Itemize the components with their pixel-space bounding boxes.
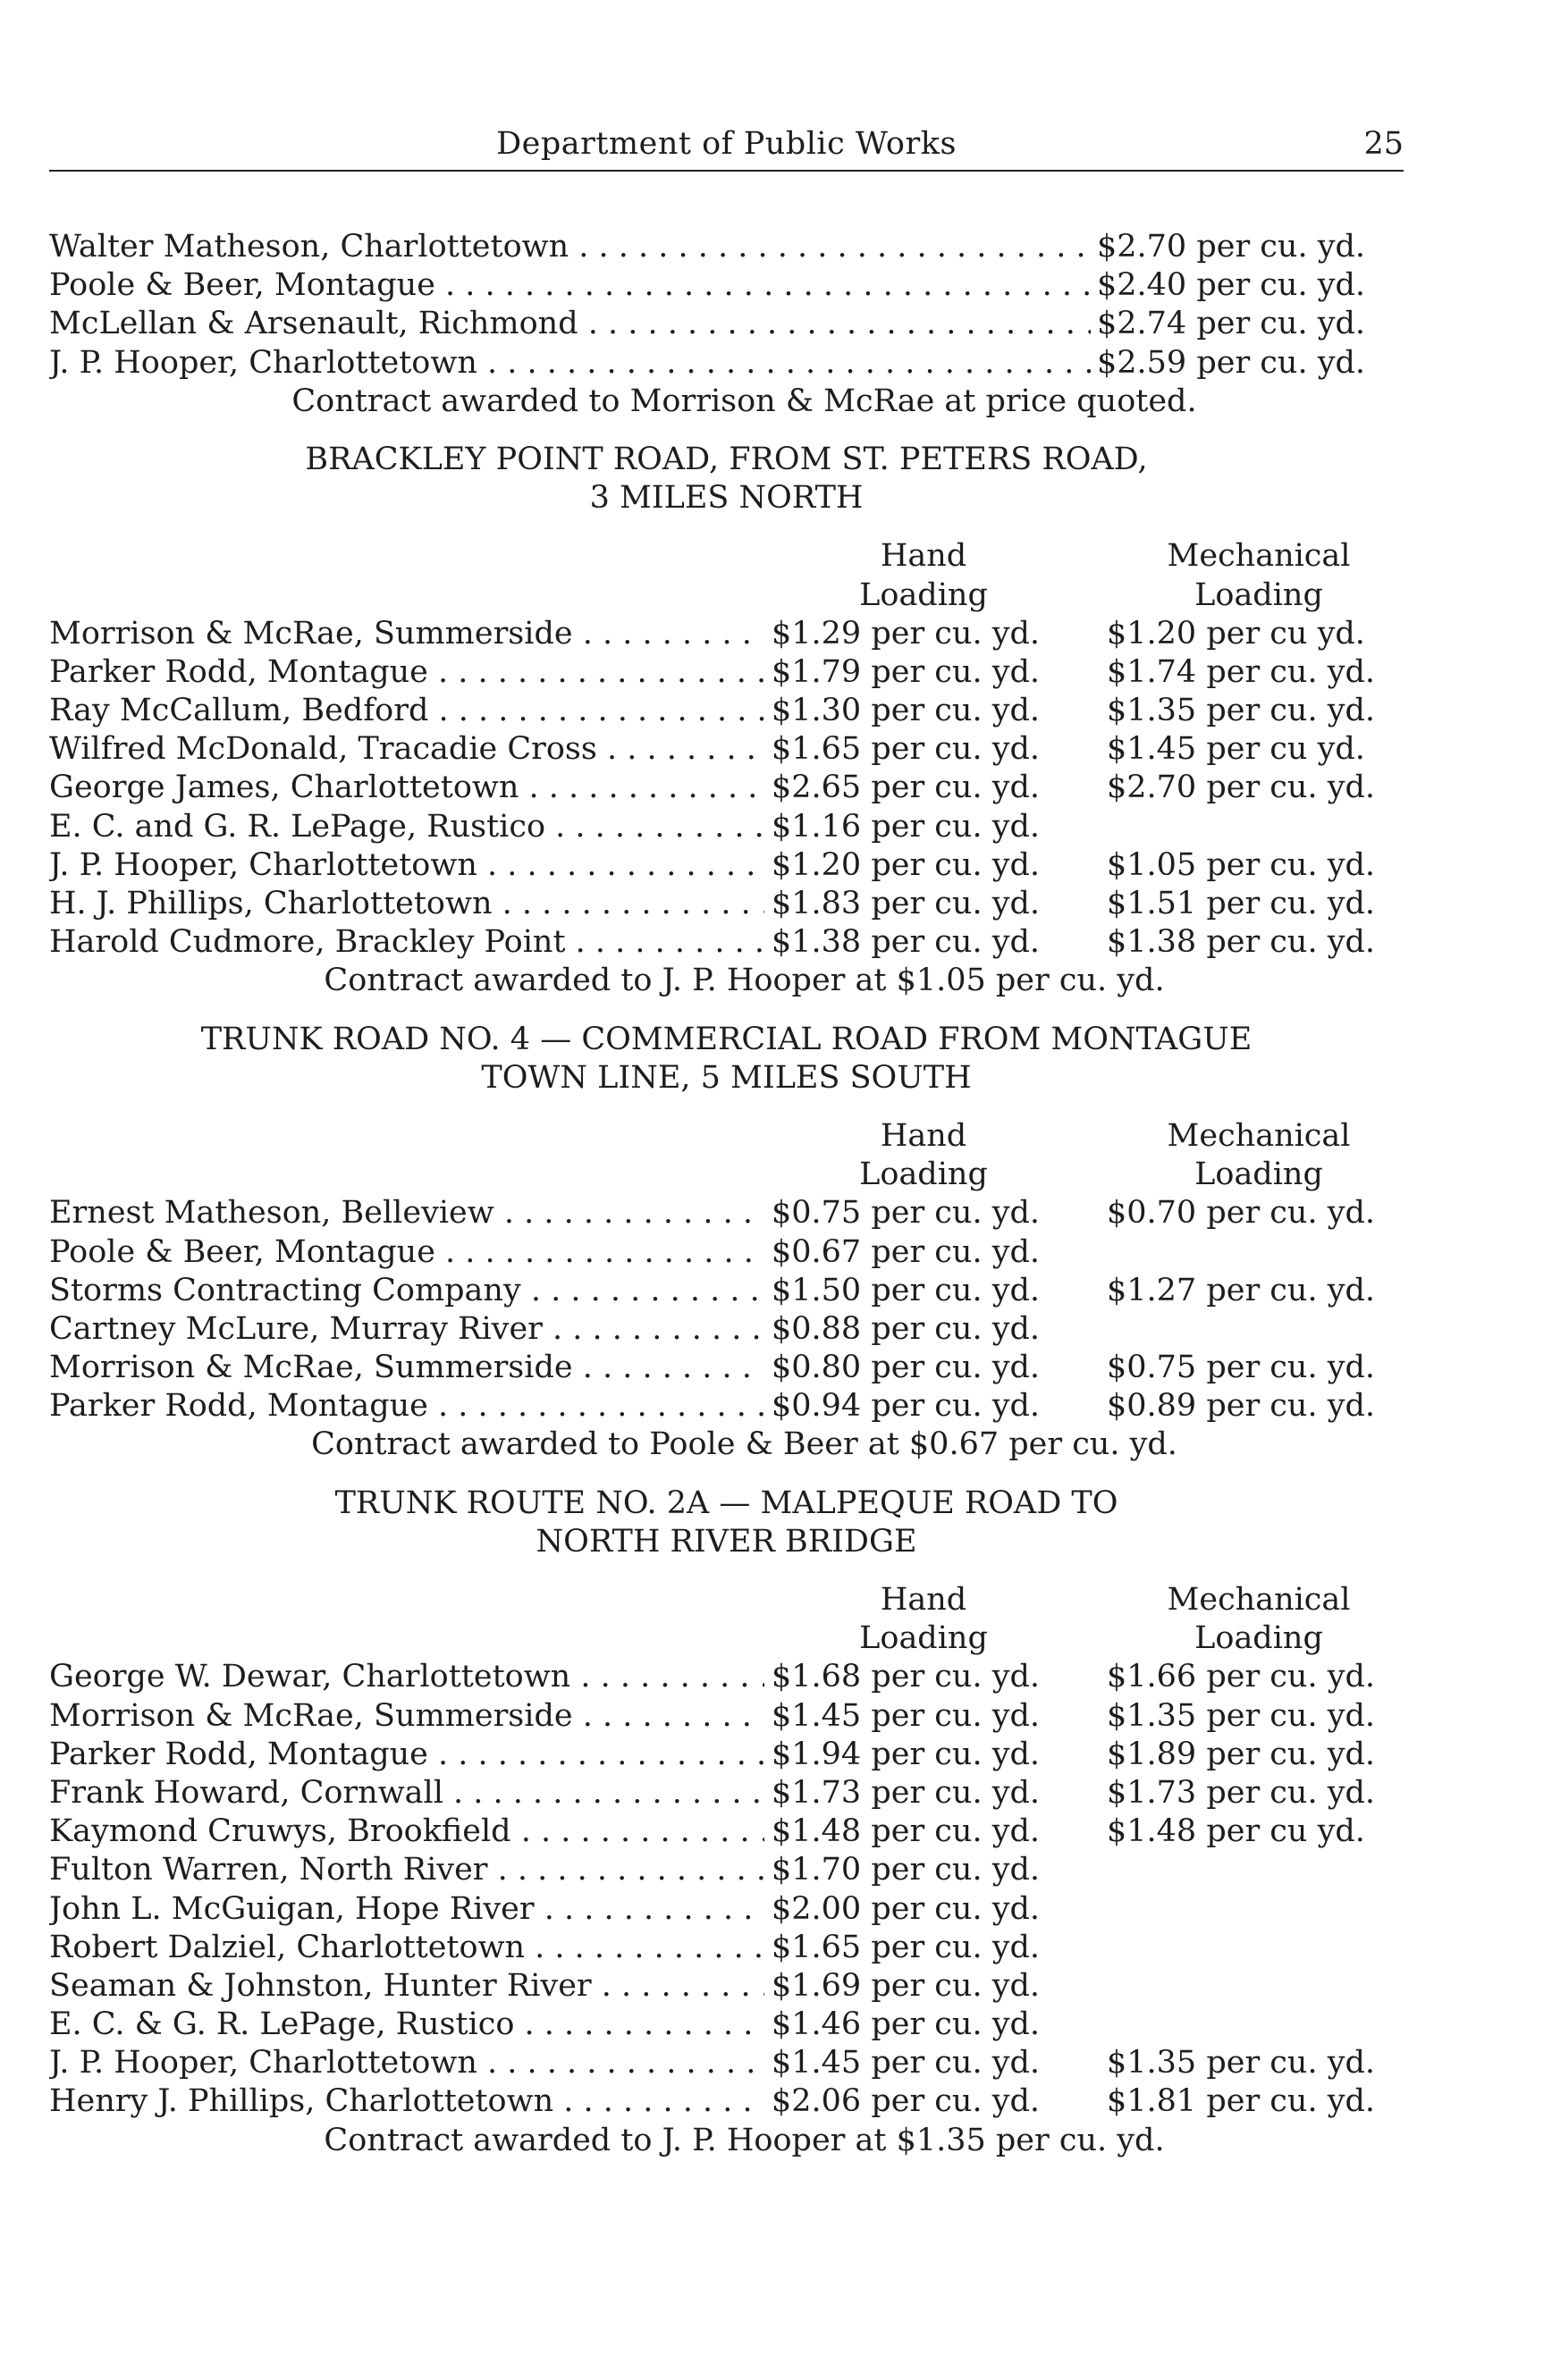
column-header-row [49, 1581, 1404, 1619]
mechanical-loading-price: $1.05 per cu. yd. [1107, 846, 1375, 883]
hand-loading-price: $1.65 per cu. yd. [772, 1929, 1040, 1965]
hand-loading-price: $1.48 per cu. yd. [772, 1813, 1040, 1850]
tender-row [49, 1658, 1404, 1696]
mechanical-loading-price: $2.70 per cu. yd. [1107, 770, 1375, 806]
tenderer-name: J. P. Hooper, Charlottetown . . . [49, 344, 1091, 383]
hand-loading-price: $2.65 per cu. yd. [772, 770, 1040, 806]
mechanical-loading-header: Loading [1194, 1620, 1323, 1657]
hand-loading-price: $1.69 per cu. yd. [772, 1967, 1040, 2004]
tender-row [49, 808, 1404, 846]
tenderer-name: Walter Matheson, Charlottetown . . . [49, 228, 1091, 266]
tender-row [49, 923, 1404, 962]
tender-row [49, 1736, 1404, 1774]
tenderer-name: Wilfred McDonald, Tracadie Cross . . . [49, 730, 764, 769]
column-header-row [49, 1619, 1404, 1658]
tenderer-name: Fulton Warren, North River . . . [49, 1851, 764, 1889]
tender-row [49, 1349, 1404, 1387]
tenderer-name: Frank Howard, Cornwall . . . [49, 1774, 764, 1812]
mechanical-loading-price: $1.74 per cu. yd. [1107, 653, 1375, 690]
tender-row [49, 1697, 1404, 1736]
mechanical-loading-price: $1.35 per cu. yd. [1107, 2045, 1375, 2081]
hand-loading-price: $2.06 per cu. yd. [772, 2083, 1040, 2120]
hand-loading-header: Hand [880, 1582, 967, 1618]
tender-row [49, 305, 1404, 343]
hand-loading-header: Loading [859, 1620, 988, 1657]
tender-row [49, 2006, 1404, 2044]
tenderer-name: E. C. and G. R. LePage, Rustico . . . [49, 808, 764, 846]
page-content [49, 228, 1404, 2160]
section-subtitle: NORTH RIVER BRIDGE [536, 1523, 917, 1560]
tender-row [49, 1387, 1404, 1425]
intro-tender-list [49, 228, 1404, 421]
tender-price: $2.59 per cu. yd. [1097, 344, 1365, 381]
hand-loading-price: $1.68 per cu. yd. [772, 1659, 1040, 1695]
tender-row [49, 1774, 1404, 1812]
tender-row [49, 1929, 1404, 1967]
column-header-row [49, 1117, 1404, 1156]
tenderer-name: H. J. Phillips, Charlottetown . . . [49, 885, 764, 923]
hand-loading-price: $0.80 per cu. yd. [772, 1350, 1040, 1386]
tender-row [49, 1890, 1404, 1929]
tenderer-name: Harold Cudmore, Brackley Point . . . [49, 923, 764, 962]
section-subtitle: 3 MILES NORTH [589, 480, 864, 517]
tenderer-name: George W. Dewar, Charlottetown . . . [49, 1658, 764, 1696]
tender-row [49, 653, 1404, 692]
column-header-row [49, 576, 1404, 615]
column-header-row [49, 1156, 1404, 1194]
hand-loading-price: $1.29 per cu. yd. [772, 615, 1040, 652]
hand-loading-price: $2.00 per cu. yd. [772, 1890, 1040, 1927]
hand-loading-price: $1.65 per cu. yd. [772, 731, 1040, 768]
tender-row [49, 615, 1404, 653]
hand-loading-price: $1.30 per cu. yd. [772, 693, 1040, 729]
mechanical-loading-price: $1.38 per cu. yd. [1107, 924, 1375, 961]
mechanical-loading-price: $1.81 per cu. yd. [1107, 2083, 1375, 2120]
tenderer-name: Seaman & Johnston, Hunter River . . . [49, 1967, 764, 2006]
page-number: 25 [1363, 126, 1404, 162]
tenderer-name: Parker Rodd, Montague . . . [49, 1736, 764, 1774]
contract-award: Contract awarded to Poole & Beer at $0.67 per cu. yd. [311, 1426, 1177, 1463]
tender-row [49, 885, 1404, 923]
hand-loading-header: Loading [859, 576, 988, 613]
mechanical-loading-price: $1.73 per cu. yd. [1107, 1774, 1375, 1811]
tender-row [49, 769, 1404, 807]
mechanical-loading-header: Mechanical [1167, 1582, 1351, 1618]
hand-loading-header: Hand [880, 538, 967, 575]
hand-loading-price: $1.46 per cu. yd. [772, 2006, 1040, 2043]
tender-price: $2.40 per cu. yd. [1097, 267, 1365, 304]
page-header [49, 125, 1404, 172]
section-brackley-point-road [49, 441, 1404, 1001]
tenderer-name: Morrison & McRae, Summerside . . . [49, 1349, 764, 1387]
tender-row [49, 1967, 1404, 2006]
tenderer-name: Morrison & McRae, Summerside . . . [49, 615, 764, 653]
tender-row [49, 1851, 1404, 1889]
tenderer-name: Cartney McLure, Murray River . . . [49, 1310, 764, 1349]
tenderer-name: McLellan & Arsenault, Richmond . . . [49, 305, 1091, 343]
hand-loading-header: Loading [859, 1156, 988, 1193]
tender-row [49, 344, 1404, 383]
tender-row [49, 2044, 1404, 2082]
tender-row [49, 2082, 1404, 2121]
section-title: BRACKLEY POINT ROAD, FROM ST. PETERS ROAD, [305, 441, 1148, 477]
hand-loading-price: $1.50 per cu. yd. [772, 1272, 1040, 1308]
tenderer-name: Poole & Beer, Montague . . . [49, 1233, 764, 1272]
tenderer-name: Ernest Matheson, Belleview . . . [49, 1194, 764, 1232]
tender-row [49, 1812, 1404, 1851]
mechanical-loading-price: $1.45 per cu yd. [1107, 731, 1365, 768]
hand-loading-price: $1.20 per cu. yd. [772, 846, 1040, 883]
hand-loading-price: $1.79 per cu. yd. [772, 653, 1040, 690]
tenderer-name: Storms Contracting Company . . . [49, 1272, 764, 1310]
tender-price: $2.74 per cu. yd. [1097, 306, 1365, 342]
tender-row [49, 1194, 1404, 1232]
hand-loading-price: $1.16 per cu. yd. [772, 808, 1040, 845]
tenderer-name: Robert Dalziel, Charlottetown . . . [49, 1929, 764, 1967]
tenderer-name: Poole & Beer, Montague . . . [49, 266, 1091, 305]
page-title: Department of Public Works [496, 126, 957, 162]
mechanical-loading-header: Loading [1194, 1156, 1323, 1193]
contract-award: Contract awarded to J. P. Hooper at $1.35 per cu. yd. [324, 2122, 1165, 2158]
tenderer-name: George James, Charlottetown . . . [49, 769, 764, 807]
mechanical-loading-header: Mechanical [1167, 538, 1351, 575]
contract-award: Contract awarded to Morrison & McRae at price quoted. [291, 383, 1197, 419]
section-title: TRUNK ROUTE NO. 2A — MALPEQUE ROAD TO [334, 1484, 1118, 1521]
tenderer-name: John L. McGuigan, Hope River . . . [49, 1890, 764, 1929]
tenderer-name: J. P. Hooper, Charlottetown . . . [49, 2044, 764, 2082]
mechanical-loading-price: $1.35 per cu. yd. [1107, 693, 1375, 729]
hand-loading-price: $1.45 per cu. yd. [772, 2045, 1040, 2081]
tender-row [49, 730, 1404, 769]
hand-loading-price: $1.73 per cu. yd. [772, 1774, 1040, 1811]
tender-price: $2.70 per cu. yd. [1097, 229, 1365, 265]
hand-loading-price: $1.45 per cu. yd. [772, 1697, 1040, 1734]
mechanical-loading-price: $0.75 per cu. yd. [1107, 1350, 1375, 1386]
mechanical-loading-price: $1.20 per cu yd. [1107, 615, 1365, 652]
contract-award: Contract awarded to J. P. Hooper at $1.05 per cu. yd. [324, 963, 1165, 999]
tenderer-name: Parker Rodd, Montague . . . [49, 1387, 764, 1425]
mechanical-loading-price: $0.89 per cu. yd. [1107, 1388, 1375, 1425]
section-title: TRUNK ROAD NO. 4 — COMMERCIAL ROAD FROM MONTAGUE [200, 1021, 1253, 1057]
tender-row [49, 1272, 1404, 1310]
tender-row [49, 1310, 1404, 1349]
mechanical-loading-price: $1.35 per cu. yd. [1107, 1697, 1375, 1734]
tender-row [49, 266, 1404, 305]
mechanical-loading-header: Loading [1194, 576, 1323, 613]
section-subtitle: TOWN LINE, 5 MILES SOUTH [481, 1059, 972, 1096]
hand-loading-price: $1.70 per cu. yd. [772, 1852, 1040, 1888]
hand-loading-price: $1.38 per cu. yd. [772, 924, 1040, 961]
mechanical-loading-price: $1.48 per cu yd. [1107, 1813, 1365, 1850]
tenderer-name: Kaymond Cruwys, Brookfield . . . [49, 1812, 764, 1851]
tenderer-name: J. P. Hooper, Charlottetown . . . [49, 846, 764, 885]
mechanical-loading-price: $1.89 per cu. yd. [1107, 1736, 1375, 1772]
mechanical-loading-price: $1.51 per cu. yd. [1107, 886, 1375, 921]
tenderer-name: E. C. & G. R. LePage, Rustico . . . [49, 2006, 764, 2044]
tender-row [49, 846, 1404, 885]
tender-row [49, 692, 1404, 730]
mechanical-loading-price: $1.27 per cu. yd. [1107, 1272, 1375, 1308]
section-trunk-road-4 [49, 1021, 1404, 1465]
tenderer-name: Henry J. Phillips, Charlottetown . . . [49, 2082, 764, 2121]
tender-row [49, 1233, 1404, 1272]
tenderer-name: Morrison & McRae, Summerside . . . [49, 1697, 764, 1736]
hand-loading-price: $0.88 per cu. yd. [772, 1310, 1040, 1347]
hand-loading-price: $0.94 per cu. yd. [772, 1388, 1040, 1425]
hand-loading-price: $1.94 per cu. yd. [772, 1736, 1040, 1772]
hand-loading-price: $1.83 per cu. yd. [772, 886, 1040, 921]
mechanical-loading-header: Mechanical [1167, 1117, 1351, 1154]
column-header-row [49, 537, 1404, 576]
tender-row [49, 228, 1404, 266]
hand-loading-price: $0.67 per cu. yd. [772, 1233, 1040, 1270]
tenderer-name: Parker Rodd, Montague . . . [49, 653, 764, 692]
mechanical-loading-price: $1.66 per cu. yd. [1107, 1659, 1375, 1695]
hand-loading-header: Hand [880, 1117, 967, 1154]
hand-loading-price: $0.75 per cu. yd. [772, 1195, 1040, 1232]
mechanical-loading-price: $0.70 per cu. yd. [1107, 1195, 1375, 1232]
section-trunk-route-2a [49, 1484, 1404, 2160]
tenderer-name: Ray McCallum, Bedford . . . [49, 692, 764, 730]
